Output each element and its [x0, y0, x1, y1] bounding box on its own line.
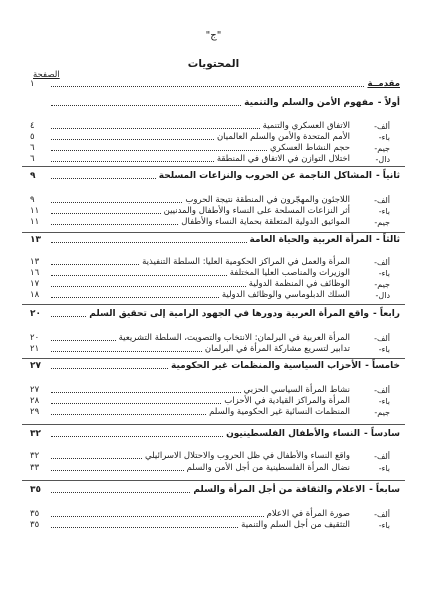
item-title: السلك الدبلوماسي والوظائف الدولية [221, 290, 350, 300]
section-title: مفهوم الأمن والسلم والتنمية [244, 98, 374, 108]
section-number: خامساً - [365, 361, 400, 371]
leader-dots [51, 150, 267, 151]
toc-item-row [30, 406, 390, 418]
leader-dots [51, 436, 223, 437]
leader-dots [51, 316, 86, 317]
section-title: الأحزاب السياسية والمنظمات غير الحكومية [171, 361, 362, 371]
leader-dots [51, 139, 214, 140]
item-letter: جيم- [374, 280, 390, 289]
section-divider [22, 232, 405, 233]
item-page: ٩ [30, 195, 35, 205]
section-number: ثالثاً - [375, 235, 400, 245]
item-title: المرأة والعمل في المراكز الحكومية العليا: السلطة التنفيذية [142, 257, 350, 267]
toc-item-row [30, 289, 390, 301]
item-page: ١١ [30, 206, 40, 216]
item-title: المواثيق الدولية المتعلقة بحماية النساء والأطفال [181, 217, 350, 227]
item-title: الوظائف في المنظمة الدولية [248, 279, 350, 289]
item-title: صورة المرأة في الاعلام [266, 509, 350, 519]
leader-dots [51, 368, 168, 369]
item-page: ٢٨ [30, 396, 40, 406]
item-title: المنظمات النسائية غير الحكومية والسلم [209, 407, 350, 417]
toc-item-row [30, 216, 390, 228]
toc-title: المحتويات [187, 58, 240, 70]
item-page: ١٦ [30, 268, 40, 278]
section-page: ٢٧ [30, 361, 41, 371]
item-letter: جيم- [374, 408, 390, 417]
section-page: ٣٢ [30, 429, 41, 439]
leader-dots [51, 213, 161, 214]
section-divider [22, 166, 405, 167]
item-title: حجم النشاط العسكري [269, 143, 350, 153]
item-page: ١٣ [30, 257, 40, 267]
item-letter: ألف- [374, 196, 390, 205]
leader-dots [51, 351, 202, 352]
item-letter: باء- [378, 133, 390, 142]
leader-dots [51, 492, 190, 493]
item-page: ٣٢ [30, 451, 40, 461]
page-column-header: الصفحة [33, 70, 60, 80]
section-number: سادساً - [364, 429, 400, 439]
section-number: رابعاً - [373, 309, 400, 319]
leader-dots [51, 516, 264, 517]
leader-dots [51, 202, 182, 203]
item-letter: دال- [375, 291, 390, 300]
toc-section-row [30, 234, 400, 246]
item-page: ١٨ [30, 290, 40, 300]
item-letter: ألف- [374, 258, 390, 267]
section-page: ٣٥ [30, 485, 41, 495]
leader-dots [51, 403, 221, 404]
item-letter: باء- [378, 345, 390, 354]
item-title: واقع النساء والأطفال في ظل الحروب والاحتلال الاسرائيلي [145, 451, 350, 461]
section-divider [22, 424, 405, 425]
toc-section-row [30, 308, 400, 320]
item-title: تدابير لتسريع مشاركة المرأة في البرلمان [204, 344, 350, 354]
toc-item-row [30, 343, 390, 355]
section-divider [22, 358, 405, 359]
leader-dots [51, 340, 116, 341]
leader-dots [51, 286, 246, 287]
item-page: ٢٠ [30, 333, 40, 343]
toc-item-row [30, 450, 390, 462]
item-letter: ألف- [374, 510, 390, 519]
toc-section-row [30, 428, 400, 440]
leader-dots [51, 392, 241, 393]
leader-dots [51, 275, 227, 276]
item-title: التثقيف من أجل السلم والتنمية [241, 520, 350, 530]
section-number: أولاً - [377, 98, 400, 108]
item-title: اختلال التوازن في الاتفاق في المنطقة [216, 154, 350, 164]
leader-dots [51, 224, 178, 225]
item-title: نشاط المرأة السياسي الحزبي [243, 385, 350, 395]
item-page: ١٧ [30, 279, 40, 289]
leader-dots [51, 128, 260, 129]
leader-dots [51, 264, 139, 265]
item-title: الاتفاق العسكري والتنمية [262, 121, 350, 131]
toc-section-row [30, 170, 400, 182]
item-page: ٤ [30, 121, 35, 131]
leader-dots [51, 470, 184, 471]
item-letter: ألف- [374, 452, 390, 461]
section-title: النساء والأطفال الفلسطينيون [226, 429, 361, 439]
item-letter: باء- [378, 207, 390, 216]
item-title: نضال المرأة الفلسطينية من أجل الأمن والسلم [186, 463, 350, 473]
toc-section-row [30, 360, 400, 372]
item-title: المرأة العربية في البرلمان: الانتخاب والتصويت، السلطة التشريعية [118, 333, 350, 343]
section-title: المشاكل الناجمة عن الحروب والنزاعات المسلحة [158, 171, 372, 181]
toc-section-row [30, 97, 400, 109]
toc-item-row [30, 153, 390, 165]
leader-dots [51, 161, 214, 162]
toc-item-row [30, 519, 390, 531]
item-letter: جيم- [374, 144, 390, 153]
section-title: المرأة العربية والحياة العامة [249, 235, 372, 245]
item-page: ٢٧ [30, 385, 40, 395]
item-page: ٢١ [30, 344, 40, 354]
leader-dots [51, 242, 247, 243]
toc-section-row [30, 484, 400, 496]
leader-dots [51, 178, 156, 179]
leader-dots [51, 297, 219, 298]
item-letter: باء- [378, 464, 390, 473]
leader-dots [51, 527, 238, 528]
section-title: الاعلام والثقافة من أجل المرأة والسلم [193, 485, 366, 495]
leader-dots [51, 105, 241, 106]
toc-intro-row [30, 78, 400, 90]
item-letter: ألف- [374, 334, 390, 343]
item-letter: باء- [378, 521, 390, 530]
item-title: اللاجئون والمهجّرون في المنطقة نتيجة الحروب [185, 195, 350, 205]
leader-dots [51, 86, 364, 87]
item-letter: باء- [378, 397, 390, 406]
section-number: سابعاً - [369, 485, 400, 495]
item-page: ٦ [30, 143, 35, 153]
item-page: ١١ [30, 217, 40, 227]
intro-title: مقدمــة [367, 79, 400, 89]
leader-dots [51, 458, 142, 459]
page-mark: "ج" [205, 30, 222, 41]
item-title: أثر النزاعات المسلحة على النساء والأطفال والمدنيين [163, 206, 350, 216]
section-divider [22, 480, 405, 481]
section-page: ١٣ [30, 235, 41, 245]
leader-dots [51, 414, 206, 415]
section-number: ثانياً - [375, 171, 400, 181]
item-page: ٣٣ [30, 463, 40, 473]
item-page: ٦ [30, 154, 35, 164]
item-letter: باء- [378, 269, 390, 278]
section-title: واقع المرأة العربية ودورها في الجهود الرامية إلى تحقيق السلم [89, 309, 370, 319]
toc-item-row [30, 462, 390, 474]
item-letter: جيم- [374, 218, 390, 227]
section-page: ٩ [30, 171, 36, 181]
item-title: الوزيرات والمناصب العليا المختلفة [229, 268, 350, 278]
item-title: الأمم المتحدة والأمن والسلم العالميان [216, 132, 350, 142]
item-page: ٢٩ [30, 407, 40, 417]
section-page: ٢٠ [30, 309, 41, 319]
item-title: المرأة والمراكز القيادية في الأحزاب [224, 396, 350, 406]
section-divider [22, 304, 405, 305]
item-letter: دال- [375, 155, 390, 164]
intro-page: ١ [30, 79, 35, 89]
item-letter: ألف- [374, 386, 390, 395]
item-page: ٣٥ [30, 520, 40, 530]
item-page: ٥ [30, 132, 35, 142]
item-letter: ألف- [374, 122, 390, 131]
item-page: ٣٥ [30, 509, 40, 519]
